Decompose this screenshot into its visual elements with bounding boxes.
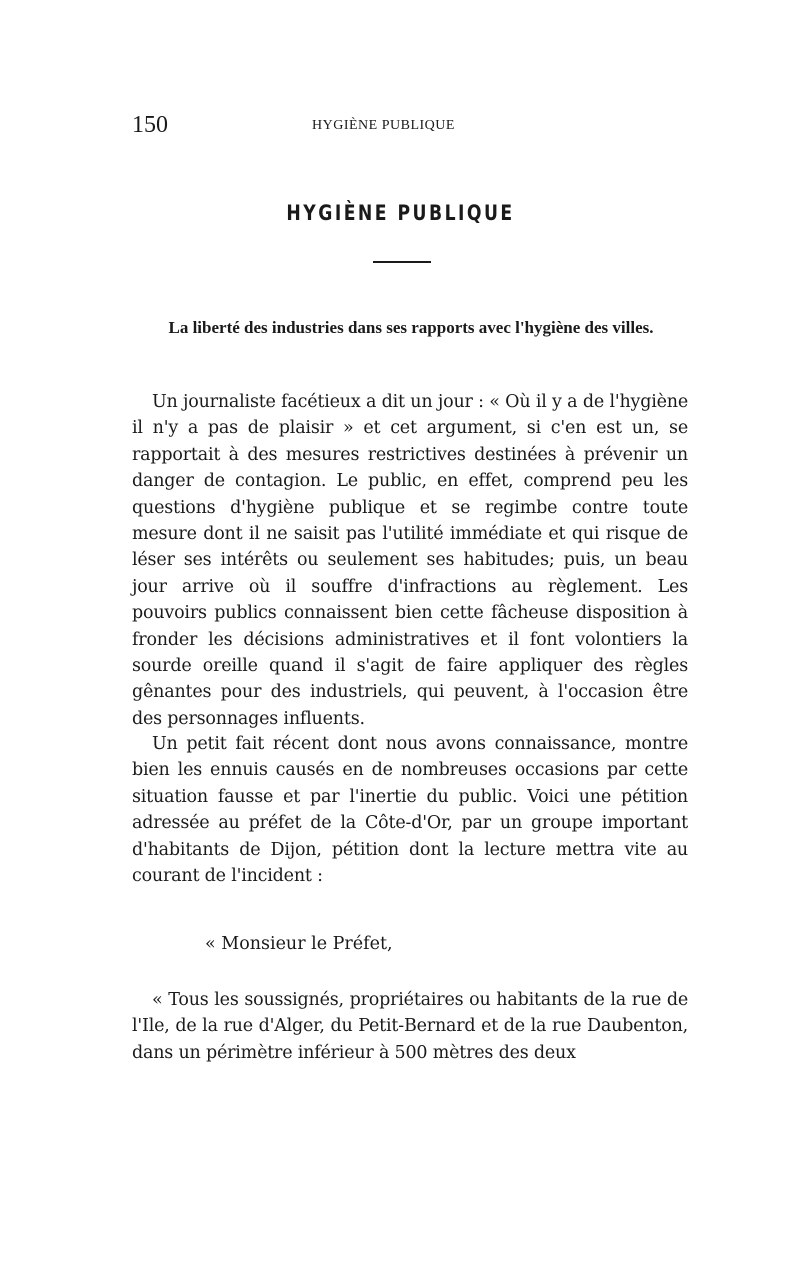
title-rule — [373, 261, 431, 263]
page-number: 150 — [132, 112, 168, 138]
section-title: HYGIÈNE PUBLIQUE — [286, 201, 515, 225]
running-title: HYGIÈNE PUBLIQUE — [312, 118, 455, 133]
letter-salutation: « Monsieur le Préfet, — [205, 934, 393, 954]
article-title: La liberté des industries dans ses rapports avec l'hygiène des villes. — [168, 318, 654, 337]
body-paragraph-1: Un journaliste facétieux a dit un jour : « Où il y a de l'hygiène il n'y a pas de plaisir » et cet argument, si c'en est un, se rapportait à des mesures restrictives destinées à prévenir un danger de contagion. Le public, en effet, comprend peu les questions d'hygiène publique et se regimbe contre toute mesure dont il ne saisit pas l'utilité immédiate et qui risque de léser ses intérêts ou seulement ses habitudes; puis, un beau jour arrive où il souffre d'infractions au règlement. Les pouvoirs publics connaissent bien cette fâcheuse disposition à fronder les décisions administratives et il font volontiers la sourde oreille quand il s'agit de faire appliquer des règles gênantes pour des industriels, qui peuvent, à l'occasion être des personnages influents. — [132, 392, 688, 729]
body-paragraph-2: Un petit fait récent dont nous avons connaissance, montre bien les ennuis causés en de nombreuses occasions par cette situation fausse et par l'inertie du public. Voici une pétition adressée au préfet de la Côte-d'Or, par un groupe important d'habitants de Dijon, pétition dont la lecture mettra vite au courant de l'incident : — [132, 734, 688, 887]
running-header — [132, 110, 690, 140]
body-paragraph-3: « Tous les soussignés, propriétaires ou habitants de la rue de l'Ile, de la rue d'Alger, du Petit-Bernard et de la rue Daubenton, dans un périmètre inférieur à 500 mètres des deux — [132, 990, 688, 1063]
